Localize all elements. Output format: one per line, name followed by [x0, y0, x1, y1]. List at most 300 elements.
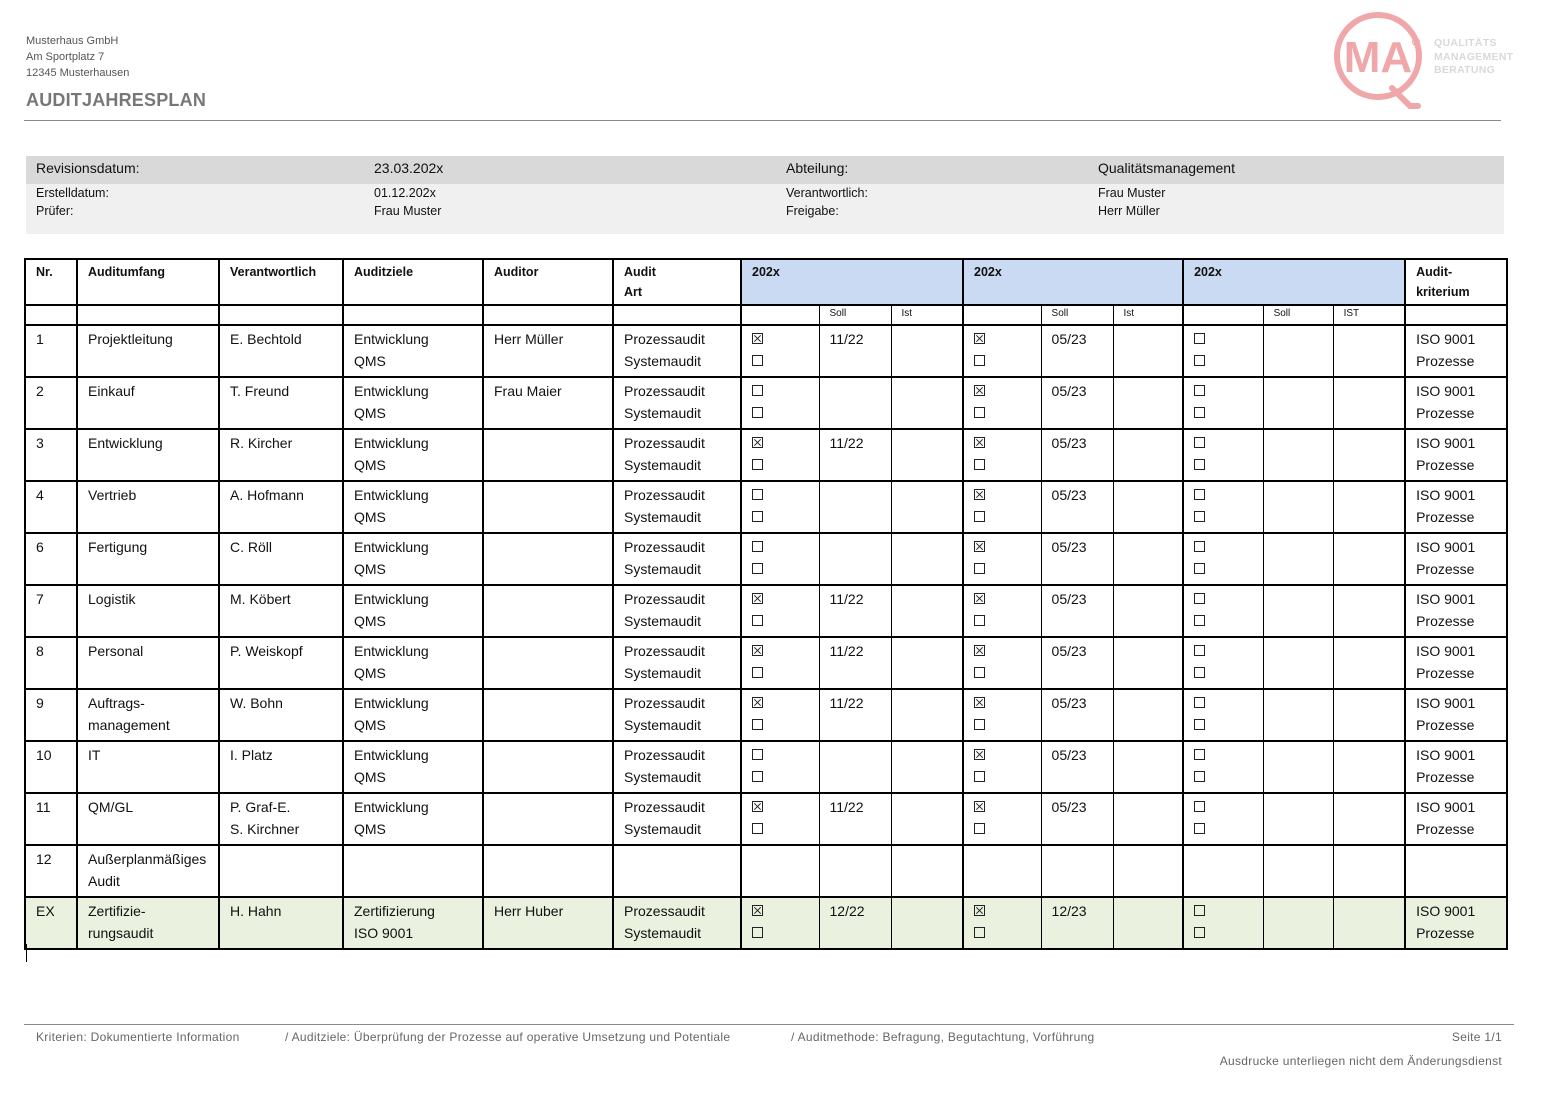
cell-y3-soll: [1263, 741, 1333, 793]
cell-nr: 4: [25, 481, 77, 533]
cell-audit-art: [613, 377, 741, 429]
cell-y1-ist: [891, 689, 963, 741]
line-2: QMS: [354, 613, 386, 629]
table-row: [25, 533, 1507, 585]
cell-auditumfang: [77, 741, 219, 793]
header-auditor: Auditor: [483, 259, 613, 305]
cell-y1-soll: [819, 377, 891, 429]
cell-y1-soll: 12/22: [819, 897, 891, 949]
cell-y1-checks: [741, 793, 819, 845]
cell-y2-checks: [963, 533, 1041, 585]
audit-checkbox[interactable]: [752, 459, 763, 470]
cell-auditor: Herr Huber: [483, 897, 613, 949]
header-verantwortlich: Verantwortlich: [219, 259, 343, 305]
footer-page-number: Seite 1/1: [1451, 1030, 1502, 1044]
company-city: 12345 Musterhausen: [26, 67, 130, 79]
audit-checkbox[interactable]: [1194, 385, 1205, 396]
cell-y1-soll: 11/22: [819, 325, 891, 377]
audit-checkbox[interactable]: [1194, 801, 1205, 812]
table-header-row: [25, 259, 1507, 305]
sub-y1-ist: Ist: [891, 305, 963, 325]
cell-y2-soll: 05/23: [1041, 377, 1113, 429]
audit-checkbox[interactable]: [1194, 437, 1205, 448]
cell-y3-soll: [1263, 637, 1333, 689]
cell-y2-ist: [1113, 793, 1183, 845]
line-1: ISO 9001: [1416, 903, 1476, 919]
line-1: Vertrieb: [88, 487, 137, 503]
cell-auditumfang: [77, 429, 219, 481]
cell-y2-checks: [963, 481, 1041, 533]
audit-checkbox[interactable]: [752, 905, 763, 916]
cell-y3-ist: [1333, 481, 1405, 533]
cell-y1-checks: [741, 481, 819, 533]
audit-checkbox[interactable]: [752, 385, 763, 396]
cell-auditor: [483, 793, 613, 845]
cell-y2-ist: [1113, 533, 1183, 585]
audit-checkbox[interactable]: [752, 927, 763, 938]
audit-checkbox[interactable]: [1194, 615, 1205, 626]
cell-y3-checks: [1183, 637, 1263, 689]
audit-checkbox[interactable]: [752, 823, 763, 834]
line-2: Systemaudit: [624, 353, 702, 369]
cell-y1-soll: 11/22: [819, 637, 891, 689]
cell-auditumfang: [77, 585, 219, 637]
cell-audit-art: [613, 325, 741, 377]
line-1: Prozessaudit: [624, 331, 705, 347]
cell-auditor: [483, 533, 613, 585]
line-1: Projektleitung: [88, 331, 173, 347]
audit-checkbox[interactable]: [752, 593, 763, 604]
cell-y3-checks: [1183, 585, 1263, 637]
audit-checkbox[interactable]: [974, 593, 985, 604]
line-2: rungsaudit: [88, 925, 154, 941]
line-2: Prozesse: [1416, 769, 1475, 785]
cell-y3-ist: [1333, 793, 1405, 845]
line-2: Systemaudit: [624, 405, 702, 421]
company-address: [26, 33, 129, 81]
cell-audit-kriterium: [1405, 741, 1507, 793]
cell-audit-art: [613, 741, 741, 793]
line-2: QMS: [354, 405, 386, 421]
line-2: QMS: [354, 821, 386, 837]
erstell-value: 01.12.202x: [374, 186, 436, 200]
cell-auditumfang: [77, 845, 219, 897]
table-row: [25, 481, 1507, 533]
cell-y2-checks: [963, 585, 1041, 637]
audit-plan-table: [24, 258, 1508, 950]
audit-checkbox[interactable]: [974, 749, 985, 760]
cell-y1-soll: 11/22: [819, 793, 891, 845]
freigabe-label: Freigabe:: [786, 204, 839, 218]
audit-checkbox[interactable]: [1194, 333, 1205, 344]
audit-checkbox[interactable]: [1194, 927, 1205, 938]
cell-y1-ist: [891, 377, 963, 429]
cell-auditziele: [343, 325, 483, 377]
line-1: Prozessaudit: [624, 695, 705, 711]
cell-y3-checks: [1183, 481, 1263, 533]
cell-y3-checks: [1183, 429, 1263, 481]
line-1: ISO 9001: [1416, 383, 1476, 399]
header-audit-art-line2: Art: [624, 285, 643, 299]
cell-audit-art: [613, 481, 741, 533]
audit-checkbox[interactable]: [752, 437, 763, 448]
line-2: QMS: [354, 769, 386, 785]
audit-checkbox[interactable]: [974, 541, 985, 552]
audit-checkbox[interactable]: [974, 615, 985, 626]
audit-checkbox[interactable]: [752, 697, 763, 708]
audit-checkbox[interactable]: [974, 645, 985, 656]
audit-checkbox[interactable]: [752, 801, 763, 812]
audit-checkbox[interactable]: [1194, 407, 1205, 418]
audit-checkbox[interactable]: [974, 407, 985, 418]
cell-y2-ist: [1113, 325, 1183, 377]
header-nr: Nr.: [25, 259, 77, 305]
cell-y2-checks: [963, 637, 1041, 689]
verantwortlich-value: Frau Muster: [1098, 186, 1166, 200]
cell-y1-ist: [891, 845, 963, 897]
cell-y3-soll: [1263, 481, 1333, 533]
table-row: [25, 897, 1507, 949]
cell-audit-kriterium: [1405, 481, 1507, 533]
cell-y3-checks: [1183, 845, 1263, 897]
line-2: QMS: [354, 717, 386, 733]
cell-y3-ist: [1333, 533, 1405, 585]
audit-checkbox[interactable]: [974, 459, 985, 470]
line-1: P. Weiskopf: [230, 643, 303, 659]
cell-y1-soll: 11/22: [819, 689, 891, 741]
cell-y3-checks: [1183, 325, 1263, 377]
cell-nr: 2: [25, 377, 77, 429]
cell-y2-checks: [963, 845, 1041, 897]
line-2: Systemaudit: [624, 613, 702, 629]
audit-checkbox[interactable]: [1194, 355, 1205, 366]
table-row: [25, 689, 1507, 741]
cell-y1-ist: [891, 637, 963, 689]
line-1: Entwicklung: [354, 695, 429, 711]
audit-checkbox[interactable]: [1194, 697, 1205, 708]
revision-value: 23.03.202x: [374, 160, 444, 176]
cell-auditor: [483, 741, 613, 793]
cell-auditor: Herr Müller: [483, 325, 613, 377]
cell-y3-checks: [1183, 377, 1263, 429]
cell-y3-ist: [1333, 637, 1405, 689]
audit-checkbox[interactable]: [974, 905, 985, 916]
cell-y2-soll: [1041, 845, 1113, 897]
audit-checkbox[interactable]: [752, 541, 763, 552]
cell-auditumfang: [77, 897, 219, 949]
audit-checkbox[interactable]: [974, 563, 985, 574]
audit-checkbox[interactable]: [752, 563, 763, 574]
line-1: Entwicklung: [354, 799, 429, 815]
table-row: [25, 845, 1507, 897]
cell-nr: 11: [25, 793, 77, 845]
header-kriterium-line1: Audit-: [1416, 265, 1453, 279]
cell-y3-checks: [1183, 793, 1263, 845]
cell-y1-soll: [819, 533, 891, 585]
company-street: Am Sportplatz 7: [26, 51, 105, 63]
cell-nr: 12: [25, 845, 77, 897]
cell-verantwortlich: [219, 897, 343, 949]
audit-checkbox[interactable]: [974, 511, 985, 522]
audit-checkbox[interactable]: [974, 771, 985, 782]
cell-y1-ist: [891, 533, 963, 585]
line-1: Logistik: [88, 591, 136, 607]
line-1: Entwicklung: [354, 747, 429, 763]
cell-verantwortlich: [219, 741, 343, 793]
line-1: P. Graf-E.: [230, 799, 291, 815]
line-1: W. Bohn: [230, 695, 283, 711]
line-1: Zertifizierung: [354, 903, 435, 919]
audit-checkbox[interactable]: [1194, 459, 1205, 470]
audit-checkbox[interactable]: [974, 801, 985, 812]
line-2: Systemaudit: [624, 717, 702, 733]
cell-y3-soll: [1263, 793, 1333, 845]
line-1: Prozessaudit: [624, 487, 705, 503]
audit-checkbox[interactable]: [752, 749, 763, 760]
cell-y1-soll: [819, 741, 891, 793]
cell-y2-soll: 05/23: [1041, 689, 1113, 741]
line-1: T. Freund: [230, 383, 290, 399]
cell-y2-ist: [1113, 481, 1183, 533]
line-2: S. Kirchner: [230, 821, 300, 837]
cell-auditor: [483, 637, 613, 689]
audit-checkbox[interactable]: [752, 333, 763, 344]
cell-y2-ist: [1113, 845, 1183, 897]
audit-checkbox[interactable]: [1194, 489, 1205, 500]
audit-checkbox[interactable]: [752, 511, 763, 522]
cell-audit-kriterium: [1405, 533, 1507, 585]
cell-y2-checks: [963, 897, 1041, 949]
table-row: [25, 793, 1507, 845]
cell-y1-soll: 11/22: [819, 585, 891, 637]
line-2: Systemaudit: [624, 925, 702, 941]
cell-nr: 6: [25, 533, 77, 585]
cell-nr: EX: [25, 897, 77, 949]
footer-note: Ausdrucke unterliegen nicht dem Änderungsdienst: [1219, 1054, 1502, 1068]
text-cursor: [26, 944, 27, 962]
cell-auditziele: [343, 481, 483, 533]
audit-checkbox[interactable]: [752, 645, 763, 656]
cell-y3-ist: [1333, 377, 1405, 429]
audit-checkbox[interactable]: [752, 489, 763, 500]
cell-audit-kriterium: [1405, 377, 1507, 429]
line-1: Zertifizie-: [88, 903, 146, 919]
header-divider: [24, 120, 1501, 121]
audit-checkbox[interactable]: [1194, 719, 1205, 730]
cell-y3-ist: [1333, 325, 1405, 377]
line-1: Fertigung: [88, 539, 148, 555]
cell-verantwortlich: [219, 377, 343, 429]
cell-auditumfang: [77, 689, 219, 741]
cell-y2-ist: [1113, 637, 1183, 689]
erstell-label: Erstelldatum:: [36, 186, 109, 200]
cell-y1-ist: [891, 481, 963, 533]
audit-checkbox[interactable]: [752, 771, 763, 782]
line-1: QM/GL: [88, 799, 134, 815]
audit-checkbox[interactable]: [1194, 823, 1205, 834]
company-name: Musterhaus GmbH: [26, 35, 119, 47]
cell-auditor: [483, 689, 613, 741]
line-2: Prozesse: [1416, 457, 1475, 473]
audit-checkbox[interactable]: [1194, 511, 1205, 522]
line-1: Entwicklung: [88, 435, 163, 451]
cell-y1-checks: [741, 533, 819, 585]
line-1: Einkauf: [88, 383, 135, 399]
cell-y3-ist: [1333, 845, 1405, 897]
cell-auditziele: [343, 793, 483, 845]
audit-checkbox[interactable]: [1194, 667, 1205, 678]
sub-y2-ist: Ist: [1113, 305, 1183, 325]
line-2: QMS: [354, 353, 386, 369]
table-row: [25, 429, 1507, 481]
audit-checkbox[interactable]: [974, 355, 985, 366]
cell-verantwortlich: [219, 689, 343, 741]
audit-checkbox[interactable]: [974, 927, 985, 938]
line-2: Systemaudit: [624, 457, 702, 473]
logo-claim: [1434, 37, 1513, 78]
cell-y1-checks: [741, 897, 819, 949]
audit-checkbox[interactable]: [974, 385, 985, 396]
footer-divider: [24, 1024, 1514, 1025]
cell-auditumfang: [77, 793, 219, 845]
cell-y3-ist: [1333, 585, 1405, 637]
table-row: [25, 585, 1507, 637]
line-2: Systemaudit: [624, 769, 702, 785]
audit-checkbox[interactable]: [974, 667, 985, 678]
logo-line-3: BERATUNG: [1434, 64, 1496, 76]
header-year-2: 202x: [963, 259, 1183, 305]
line-1: A. Hofmann: [230, 487, 304, 503]
cell-y3-soll: [1263, 585, 1333, 637]
cell-auditziele: [343, 637, 483, 689]
cell-audit-kriterium: [1405, 689, 1507, 741]
logo-letters: MA: [1343, 33, 1413, 82]
info-header-row: [26, 156, 1504, 184]
pruefer-label: Prüfer:: [36, 204, 74, 218]
cell-audit-art: [613, 429, 741, 481]
line-1: ISO 9001: [1416, 487, 1476, 503]
cell-y2-checks: [963, 689, 1041, 741]
audit-checkbox[interactable]: [974, 719, 985, 730]
audit-checkbox[interactable]: [974, 489, 985, 500]
audit-checkbox[interactable]: [974, 697, 985, 708]
header-audit-kriterium: [1405, 259, 1507, 305]
line-2: management: [88, 717, 170, 733]
sub-y3-ist: IST: [1333, 305, 1405, 325]
cell-y3-ist: [1333, 689, 1405, 741]
footer-auditmethode: / Auditmethode: Befragung, Begutachtung, Vorführung: [791, 1030, 1095, 1044]
audit-checkbox[interactable]: [752, 615, 763, 626]
cell-y1-soll: 11/22: [819, 429, 891, 481]
line-2: Prozesse: [1416, 561, 1475, 577]
cell-auditziele: [343, 533, 483, 585]
cell-audit-art: [613, 637, 741, 689]
logo-line-1: QUALITÄTS: [1434, 37, 1497, 49]
table-row: [25, 325, 1507, 377]
cell-auditor: [483, 429, 613, 481]
cell-y2-soll: 05/23: [1041, 585, 1113, 637]
abteilung-label: Abteilung:: [786, 160, 849, 176]
line-1: R. Kircher: [230, 435, 293, 451]
audit-checkbox[interactable]: [1194, 593, 1205, 604]
audit-checkbox[interactable]: [1194, 645, 1205, 656]
cell-y2-checks: [963, 793, 1041, 845]
cell-verantwortlich: [219, 585, 343, 637]
table-row: [25, 637, 1507, 689]
line-1: ISO 9001: [1416, 643, 1476, 659]
cell-y2-ist: [1113, 429, 1183, 481]
cell-y1-soll: [819, 481, 891, 533]
audit-checkbox[interactable]: [1194, 771, 1205, 782]
cell-nr: 7: [25, 585, 77, 637]
line-2: Systemaudit: [624, 509, 702, 525]
cell-audit-art: [613, 845, 741, 897]
cell-audit-kriterium: [1405, 897, 1507, 949]
audit-checkbox[interactable]: [1194, 541, 1205, 552]
audit-checkbox[interactable]: [974, 437, 985, 448]
logo-line-2: MANAGEMENT: [1434, 50, 1514, 63]
cell-y2-ist: [1113, 377, 1183, 429]
line-1: Entwicklung: [354, 487, 429, 503]
cell-auditziele: [343, 689, 483, 741]
cell-audit-kriterium: [1405, 793, 1507, 845]
line-2: Prozesse: [1416, 405, 1475, 421]
sub-y1-soll: Soll: [819, 305, 891, 325]
line-1: ISO 9001: [1416, 799, 1476, 815]
cell-y2-soll: 05/23: [1041, 637, 1113, 689]
cell-y1-checks: [741, 585, 819, 637]
cell-y3-soll: [1263, 533, 1333, 585]
cell-y2-soll: 05/23: [1041, 481, 1113, 533]
audit-checkbox[interactable]: [752, 667, 763, 678]
line-1: IT: [88, 747, 101, 763]
line-2: Prozesse: [1416, 665, 1475, 681]
cell-auditumfang: [77, 637, 219, 689]
cell-y3-soll: [1263, 325, 1333, 377]
footer-kriterien: Kriterien: Dokumentierte Information: [36, 1030, 240, 1044]
header-year-1: 202x: [741, 259, 963, 305]
document-title: AUDITJAHRESPLAN: [26, 90, 207, 110]
cell-audit-art: [613, 585, 741, 637]
audit-checkbox[interactable]: [974, 823, 985, 834]
audit-checkbox[interactable]: [752, 355, 763, 366]
audit-checkbox[interactable]: [1194, 563, 1205, 574]
cell-y3-checks: [1183, 689, 1263, 741]
cell-nr: 1: [25, 325, 77, 377]
audit-checkbox[interactable]: [1194, 905, 1205, 916]
line-1: Prozessaudit: [624, 435, 705, 451]
header-audit-art-line1: Audit: [624, 265, 656, 279]
audit-checkbox[interactable]: [752, 407, 763, 418]
cell-y2-soll: 05/23: [1041, 533, 1113, 585]
cell-y3-checks: [1183, 741, 1263, 793]
cell-auditumfang: [77, 325, 219, 377]
cell-y3-soll: [1263, 689, 1333, 741]
cell-audit-kriterium: [1405, 845, 1507, 897]
audit-checkbox[interactable]: [1194, 749, 1205, 760]
line-2: QMS: [354, 665, 386, 681]
line-2: Prozesse: [1416, 717, 1475, 733]
line-1: Entwicklung: [354, 591, 429, 607]
line-1: Prozessaudit: [624, 383, 705, 399]
table-row: [25, 741, 1507, 793]
cell-auditumfang: [77, 533, 219, 585]
document-info-box: [26, 156, 1504, 234]
cell-y1-checks: [741, 325, 819, 377]
audit-checkbox[interactable]: [752, 719, 763, 730]
line-1: ISO 9001: [1416, 695, 1476, 711]
audit-checkbox[interactable]: [974, 333, 985, 344]
